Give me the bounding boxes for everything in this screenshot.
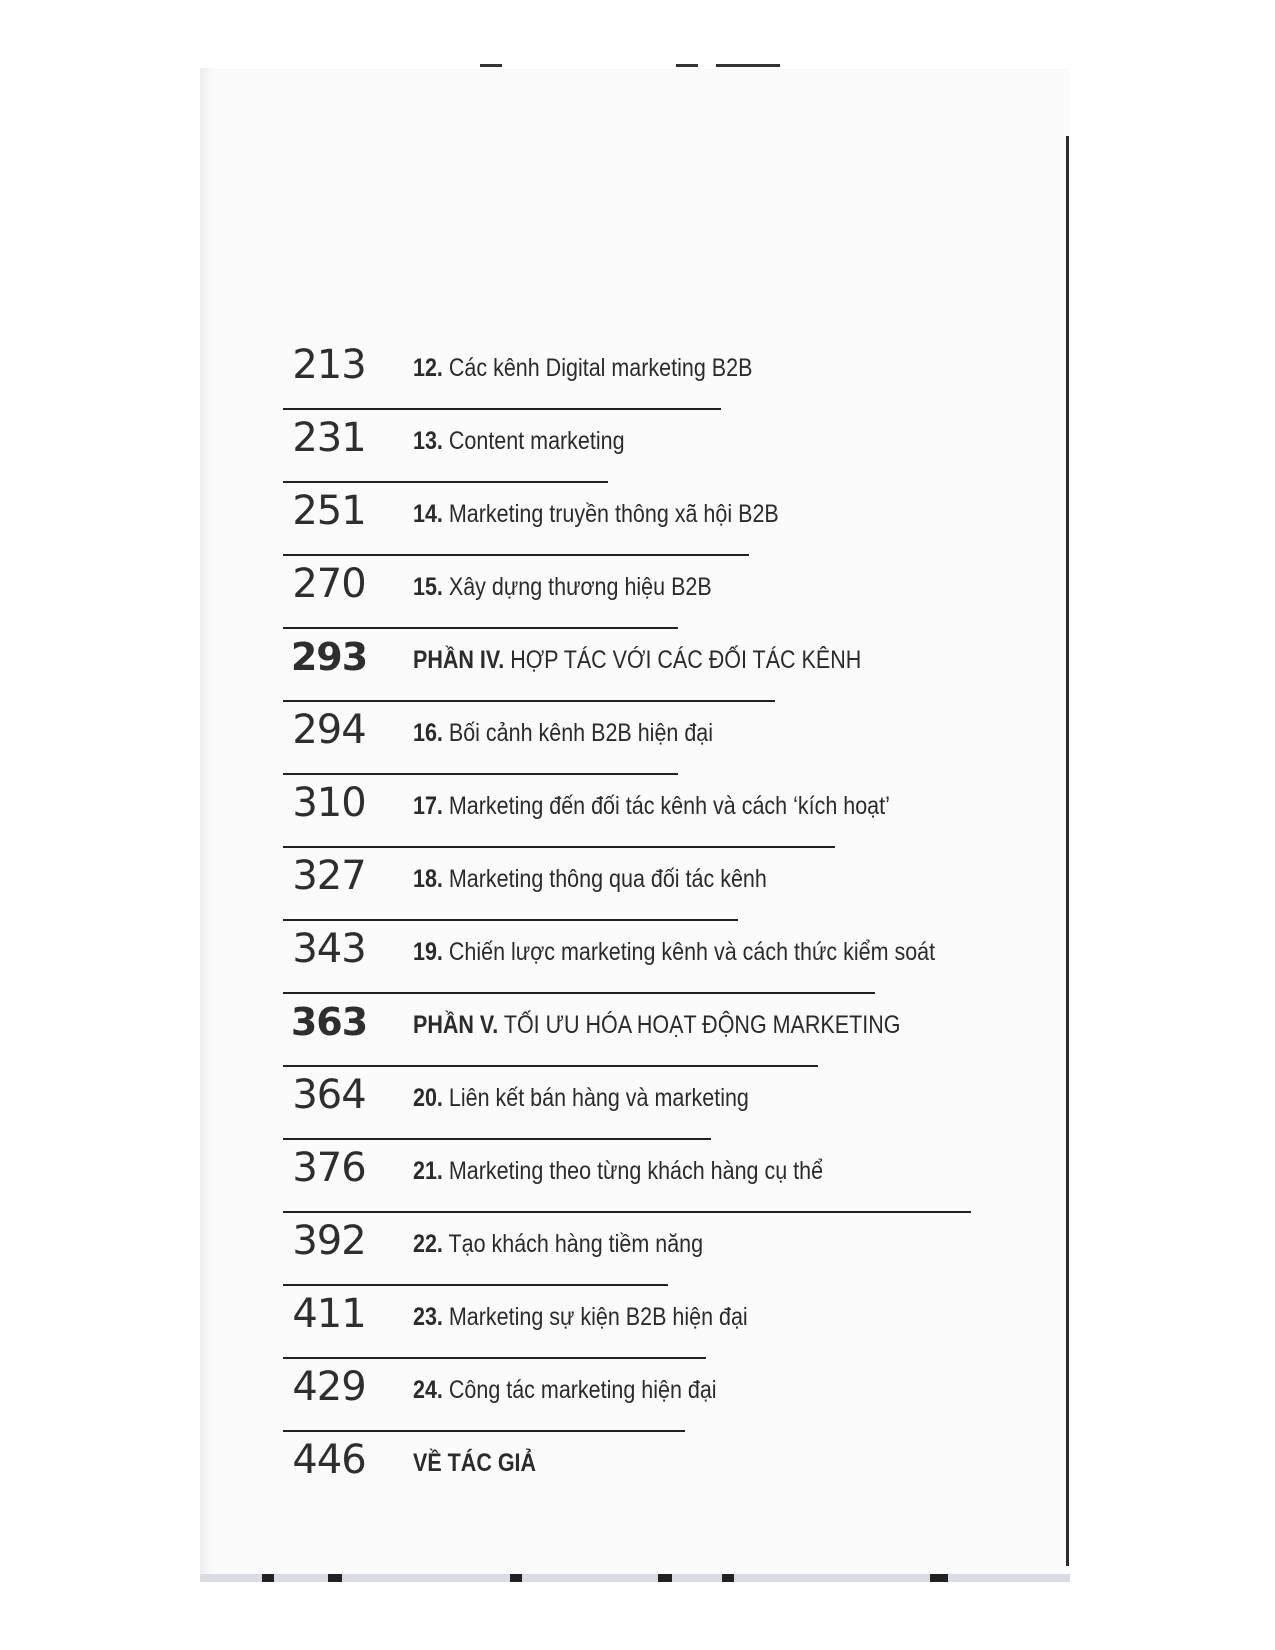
entry-title: VỀ TÁC GIẢ	[413, 1449, 537, 1477]
page-number: 294	[288, 708, 370, 752]
toc-entry	[283, 1138, 1003, 1211]
entry-title: 13. Content marketing	[413, 427, 625, 455]
page-number: 251	[288, 489, 370, 533]
entry-title: 21. Marketing theo từng khách hàng cụ thể	[413, 1157, 824, 1185]
divider	[283, 627, 678, 629]
toc-entry	[283, 1430, 1003, 1503]
page-number: 310	[288, 781, 370, 825]
divider	[283, 919, 738, 921]
divider	[283, 554, 749, 556]
entry-title: 15. Xây dựng thương hiệu B2B	[413, 573, 712, 601]
page-edge-top	[480, 64, 810, 68]
toc-entry	[283, 919, 1003, 992]
entry-title: 19. Chiến lược marketing kênh và cách thức kiểm soát	[413, 938, 936, 966]
toc-part-entry	[283, 992, 1003, 1065]
divider	[283, 1065, 818, 1067]
divider	[283, 700, 775, 702]
part-title: PHẦN IV. HỢP TÁC VỚI CÁC ĐỐI TÁC KÊNH	[413, 646, 862, 674]
entry-title: 12. Các kênh Digital marketing B2B	[413, 354, 753, 382]
divider	[283, 408, 721, 410]
divider	[283, 846, 835, 848]
toc-entry	[283, 1357, 1003, 1430]
toc-entry	[283, 335, 1003, 408]
toc-entry	[283, 1284, 1003, 1357]
entry-title: 16. Bối cảnh kênh B2B hiện đại	[413, 719, 714, 747]
entry-title: 23. Marketing sự kiện B2B hiện đại	[413, 1303, 748, 1331]
divider	[283, 1138, 711, 1140]
page-number: 429	[288, 1365, 370, 1409]
entry-title: 20. Liên kết bán hàng và marketing	[413, 1084, 749, 1112]
toc-entry	[283, 408, 1003, 481]
page-number: 363	[288, 1000, 370, 1044]
toc-entry	[283, 554, 1003, 627]
page-number: 446	[288, 1438, 370, 1482]
page-number: 213	[288, 343, 370, 387]
toc-entry	[283, 1065, 1003, 1138]
divider	[283, 1430, 685, 1432]
divider	[283, 481, 608, 483]
page-number: 343	[288, 927, 370, 971]
page-edge-right	[1066, 136, 1069, 1566]
page-number: 411	[288, 1292, 370, 1336]
page-number: 392	[288, 1219, 370, 1263]
entry-title: 22. Tạo khách hàng tiềm năng	[413, 1230, 704, 1258]
page-number: 364	[288, 1073, 370, 1117]
page-number: 327	[288, 854, 370, 898]
divider	[283, 1211, 971, 1213]
page-number: 293	[288, 635, 370, 679]
entry-title: 14. Marketing truyền thông xã hội B2B	[413, 500, 779, 528]
divider	[283, 1357, 706, 1359]
entry-title: 18. Marketing thông qua đối tác kênh	[413, 865, 767, 893]
page-edge-bottom	[200, 1574, 1070, 1582]
toc-entry	[283, 700, 1003, 773]
toc-entry	[283, 846, 1003, 919]
toc-entry	[283, 481, 1003, 554]
page-number: 270	[288, 562, 370, 606]
part-title: PHẦN V. TỐI ƯU HÓA HOẠT ĐỘNG MARKETING	[413, 1011, 901, 1039]
toc-entry	[283, 1211, 1003, 1284]
divider	[283, 773, 678, 775]
table-of-contents	[283, 335, 1003, 1503]
page-number: 376	[288, 1146, 370, 1190]
toc-entry	[283, 773, 1003, 846]
entry-title: 24. Công tác marketing hiện đại	[413, 1376, 717, 1404]
divider	[283, 992, 875, 994]
divider	[283, 1284, 668, 1286]
toc-part-entry	[283, 627, 1003, 700]
page-number: 231	[288, 416, 370, 460]
entry-title: 17. Marketing đến đối tác kênh và cách ‘kích hoạt’	[413, 792, 890, 820]
